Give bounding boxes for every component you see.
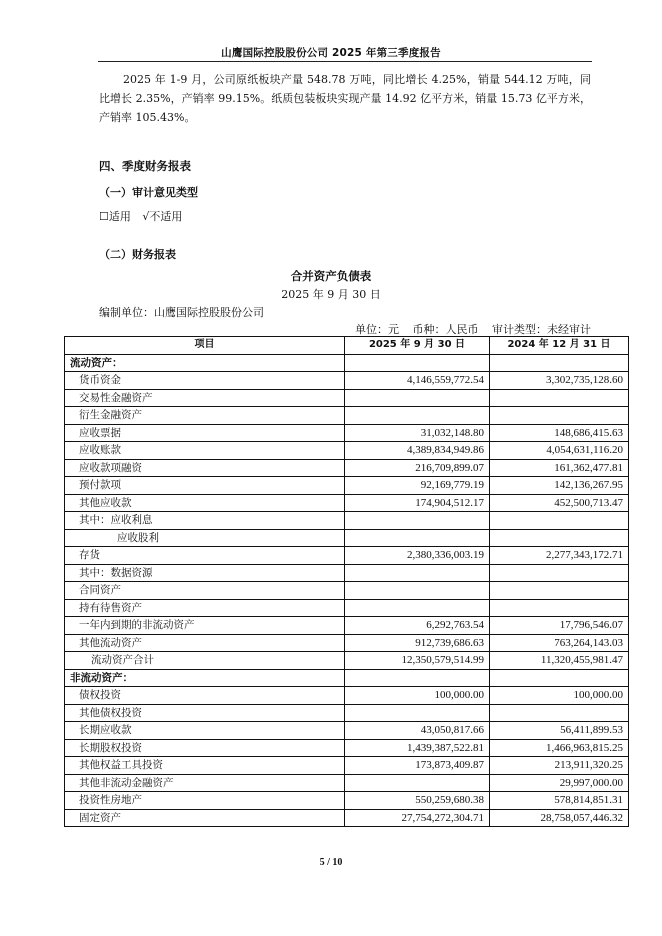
row-label: 应收票据 [65, 424, 345, 442]
row-label: 交易性金融资产 [65, 389, 345, 407]
value-2025: 4,146,559,772.54 [345, 372, 490, 390]
financial-statements-heading: （二）财务报表 [99, 248, 176, 261]
row-label: 衍生金融资产 [65, 407, 345, 425]
table-row [65, 669, 629, 687]
table-row [65, 424, 629, 442]
value-2024: 452,500,713.47 [490, 494, 629, 512]
value-2025 [345, 407, 490, 425]
row-label: 应收账款 [65, 442, 345, 460]
row-label: 合同资产 [65, 582, 345, 600]
value-2024 [490, 704, 629, 722]
value-2025: 550,259,680.38 [345, 792, 490, 810]
value-2025: 92,169,779.19 [345, 477, 490, 495]
value-2025 [345, 669, 490, 687]
row-label: 应收股利 [65, 529, 345, 547]
value-2024: 56,411,899.53 [490, 722, 629, 740]
value-2025 [345, 354, 490, 372]
value-2025: 6,292,763.54 [345, 617, 490, 635]
row-label: 其他债权投资 [65, 704, 345, 722]
preparer-company: 编制单位：山鹰国际控股股份公司 [99, 306, 264, 319]
table-row [65, 529, 629, 547]
table-row [65, 354, 629, 372]
row-label: 持有待售资产 [65, 599, 345, 617]
table-row [65, 722, 629, 740]
value-2024: 3,302,735,128.60 [490, 372, 629, 390]
value-2024: 28,758,057,446.32 [490, 809, 629, 827]
row-label: 固定资产 [65, 809, 345, 827]
value-2025: 174,904,512.17 [345, 494, 490, 512]
row-label: 债权投资 [65, 687, 345, 705]
row-label: 其中：数据资源 [65, 564, 345, 582]
balance-sheet-date: 2025 年 9 月 30 日 [281, 288, 381, 301]
value-2025: 27,754,272,304.71 [345, 809, 490, 827]
table-row [65, 634, 629, 652]
table-row [65, 477, 629, 495]
row-label: 非流动资产： [65, 669, 345, 687]
value-2024: 17,796,546.07 [490, 617, 629, 635]
table-row [65, 809, 629, 827]
value-2025 [345, 582, 490, 600]
table-header-row [65, 337, 629, 355]
value-2024: 29,997,000.00 [490, 774, 629, 792]
value-2025: 912,739,686.63 [345, 634, 490, 652]
table-row [65, 687, 629, 705]
value-2024 [490, 564, 629, 582]
value-2025 [345, 564, 490, 582]
value-2025 [345, 774, 490, 792]
row-label: 投资性房地产 [65, 792, 345, 810]
value-2025: 31,032,148.80 [345, 424, 490, 442]
value-2025 [345, 512, 490, 530]
audit-type-label: 审计类型：未经审计 [492, 323, 591, 336]
value-2024 [490, 389, 629, 407]
table-row [65, 774, 629, 792]
row-label: 其他权益工具投资 [65, 757, 345, 775]
value-2024 [490, 354, 629, 372]
row-label: 长期股权投资 [65, 739, 345, 757]
row-label: 其他非流动金融资产 [65, 774, 345, 792]
row-label: 存货 [65, 547, 345, 565]
row-label: 一年内到期的非流动资产 [65, 617, 345, 635]
table-row [65, 494, 629, 512]
column-header-2025-09-30: 2025 年 9 月 30 日 [345, 337, 490, 355]
table-row [65, 442, 629, 460]
row-label: 其他流动资产 [65, 634, 345, 652]
table-row [65, 407, 629, 425]
table-row [65, 757, 629, 775]
production-summary-paragraph: 2025 年 1-9 月，公司原纸板块产量 548.78 万吨，同比增长 4.25%，销量 544.12 万吨，同比增长 2.35%，产销率 99.15%。纸质包装板块实现产量 14.92 亿平方米，销量 15.73 亿平方米，产销率 105.43%。 [99, 73, 591, 124]
value-2025: 2,380,336,003.19 [345, 547, 490, 565]
audit-applicability [99, 208, 190, 224]
value-2024: 142,136,267.95 [490, 477, 629, 495]
audit-opinion-heading: （一）审计意见类型 [99, 186, 198, 199]
value-2024 [490, 529, 629, 547]
table-row [65, 389, 629, 407]
value-2024 [490, 599, 629, 617]
balance-sheet-table [64, 336, 629, 827]
unit-label: 单位：元 [355, 323, 399, 336]
column-header-2024-12-31: 2024 年 12 月 31 日 [490, 337, 629, 355]
value-2024: 1,466,963,815.25 [490, 739, 629, 757]
table-row [65, 459, 629, 477]
column-header-item: 项目 [65, 337, 345, 355]
not-applicable-option: √不适用 [142, 210, 183, 223]
header-divider [98, 61, 592, 62]
table-row [65, 704, 629, 722]
row-label: 应收款项融资 [65, 459, 345, 477]
report-header-title: 山鹰国际控股股份公司 2025 年第三季度报告 [221, 47, 441, 59]
value-2024 [490, 512, 629, 530]
table-row [65, 652, 629, 670]
value-2024: 161,362,477.81 [490, 459, 629, 477]
table-row [65, 547, 629, 565]
row-label: 流动资产合计 [65, 652, 345, 670]
applicable-option: ☐适用 [99, 210, 131, 223]
row-label: 货币资金 [65, 372, 345, 390]
value-2025: 100,000.00 [345, 687, 490, 705]
table-row [65, 617, 629, 635]
value-2024: 148,686,415.63 [490, 424, 629, 442]
row-label: 其中：应收利息 [65, 512, 345, 530]
table-row [65, 792, 629, 810]
row-label: 长期应收款 [65, 722, 345, 740]
row-label: 预付款项 [65, 477, 345, 495]
value-2024: 2,277,343,172.71 [490, 547, 629, 565]
value-2025 [345, 389, 490, 407]
value-2025: 12,350,579,514.99 [345, 652, 490, 670]
value-2025: 43,050,817.66 [345, 722, 490, 740]
table-row [65, 372, 629, 390]
value-2024: 11,320,455,981.47 [490, 652, 629, 670]
table-row [65, 599, 629, 617]
statement-meta [345, 321, 591, 337]
value-2024 [490, 582, 629, 600]
value-2025: 216,709,899.07 [345, 459, 490, 477]
value-2025 [345, 529, 490, 547]
table-row [65, 564, 629, 582]
table-row [65, 512, 629, 530]
value-2024 [490, 669, 629, 687]
value-2024: 4,054,631,116.20 [490, 442, 629, 460]
table-row [65, 582, 629, 600]
value-2025: 173,873,409.87 [345, 757, 490, 775]
currency-label: 币种：人民币 [412, 323, 479, 336]
balance-sheet-title: 合并资产负债表 [290, 269, 372, 283]
value-2024: 578,814,851.31 [490, 792, 629, 810]
value-2025 [345, 599, 490, 617]
page-number: 5 / 10 [319, 857, 343, 868]
value-2025 [345, 704, 490, 722]
section-financial-statements-heading: 四、季度财务报表 [99, 159, 191, 173]
value-2025: 1,439,387,522.81 [345, 739, 490, 757]
row-label: 流动资产： [65, 354, 345, 372]
value-2024: 213,911,320.25 [490, 757, 629, 775]
value-2025: 4,389,834,949.86 [345, 442, 490, 460]
value-2024 [490, 407, 629, 425]
row-label: 其他应收款 [65, 494, 345, 512]
table-row [65, 739, 629, 757]
value-2024: 100,000.00 [490, 687, 629, 705]
value-2024: 763,264,143.03 [490, 634, 629, 652]
